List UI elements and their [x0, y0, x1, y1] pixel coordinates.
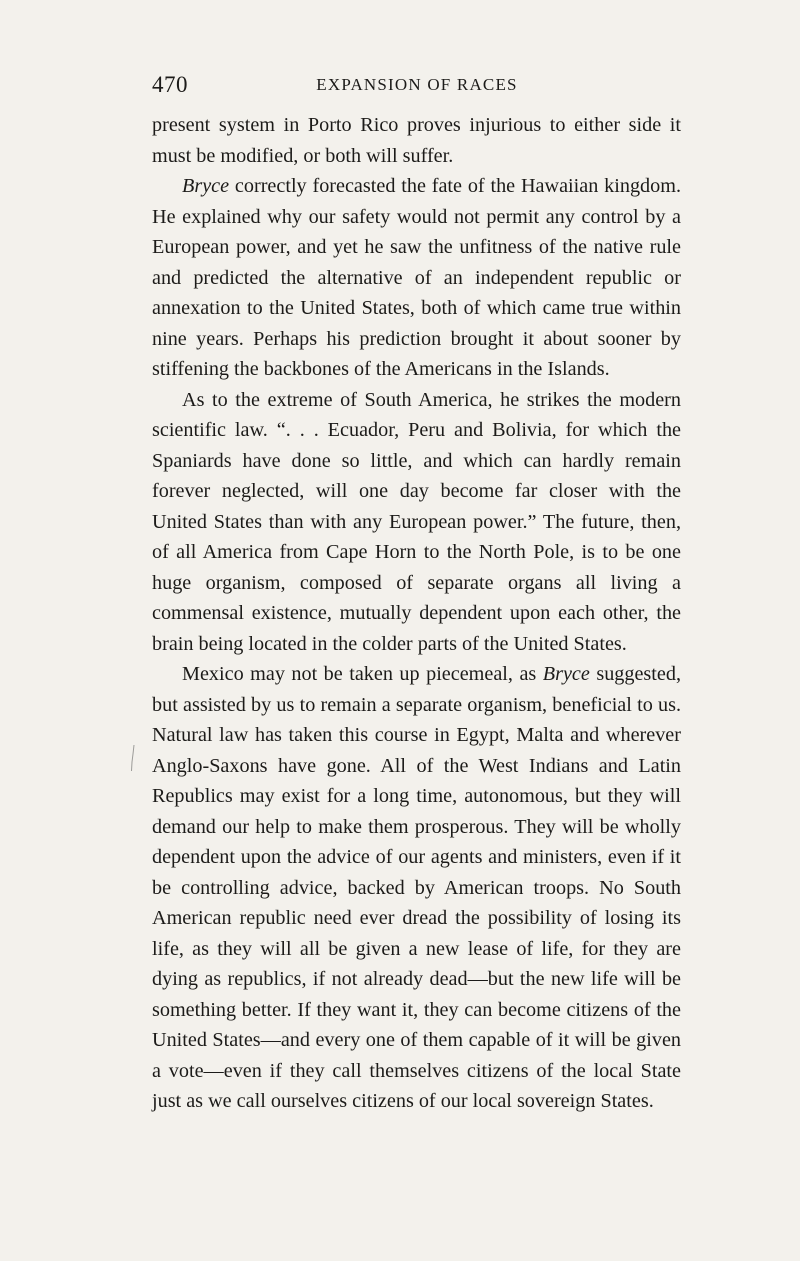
text-segment: present system in Porto Rico proves injurious to either side it must be modified, or both will suffer. [152, 114, 681, 167]
text-segment: As to the extreme of South America, he strikes the modern scientific law. “. . . Ecuador, Peru and Bolivia, for which the Spaniards have done so little, and which can hardly remain forever neglected, will one day become far closer with the United States than with any European power.” The future, then, of all America from Cape Horn to the North Pole, is to be one huge organism, composed of separate organs all living a commensal existence, mutually dependent upon each other, the brain being located in the colder parts of the United States. [152, 388, 681, 655]
text-segment: suggested, but assisted by us to remain a separate organism, beneficial to us. Natural law has taken this course in Egypt, Malta and wherever Anglo-Saxons have gone. All of the West Indians and Latin Republics may exist for a long time, autonomous, but they will demand our help to make them prosperous. They will be wholly dependent upon the advice of our agents and ministers, even if it be controlling advice, backed by American troops. No South American republic need ever dread the possibility of losing its life, as they will all be given a new lease of life, for they are dying as republics, if not already dead—but the new life will be something better. If they want it, they can become citizens of the United States—and every one of them capable of it will be given a vote—even if they call themselves citizens of the local State just as we call ourselves citizens of our local sovereign States. [152, 663, 681, 1112]
paragraph [152, 659, 681, 1117]
text-segment: Mexico may not be taken up piecemeal, as [182, 663, 543, 685]
italic-name: Bryce [182, 175, 230, 197]
paragraph [152, 110, 681, 171]
running-title: EXPANSION OF RACES [316, 75, 518, 94]
text-segment: correctly forecasted the fate of the Hawaiian kingdom. He explained why our safety would not permit any control by a European power, and yet he saw the unfitness of the native rule and predicted the alternative of an independent republic or annexation to the United States, both of which came true within nine years. Perhaps his prediction brought it about sooner by stiffening the backbones of the Americans in the Islands. [152, 175, 681, 380]
margin-pencil-mark [130, 744, 136, 772]
page-number: 470 [152, 72, 188, 97]
body-text [152, 110, 681, 1117]
running-head [152, 72, 682, 102]
paragraph [152, 171, 681, 385]
paragraph [152, 385, 681, 660]
italic-name: Bryce [542, 663, 590, 685]
